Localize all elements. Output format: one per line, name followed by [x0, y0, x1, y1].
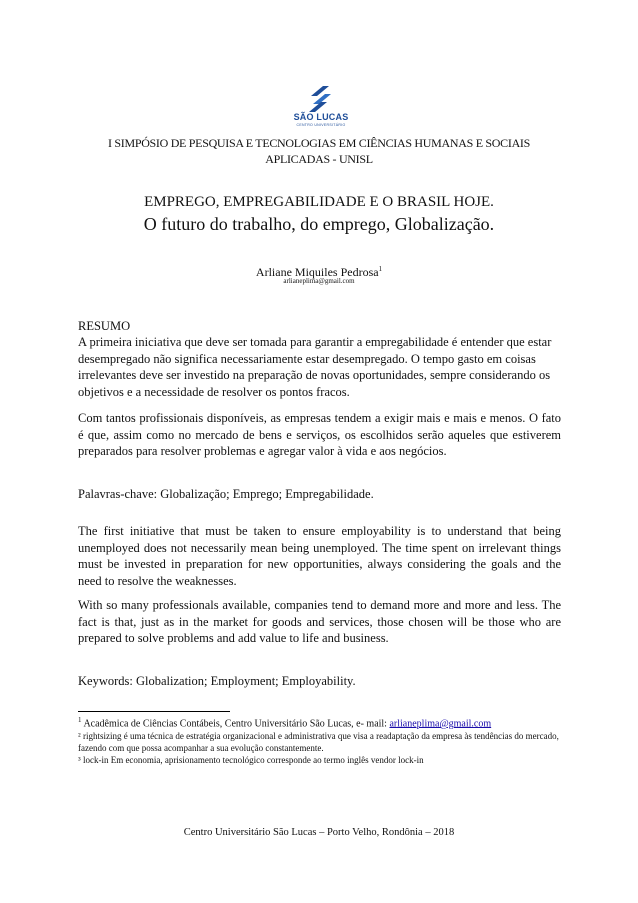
- abstract-paragraph-2: With so many professionals available, companies tend to demand more and more and less. The fact is that, just as in the market for goods and services, those chosen will be those who are prepared to solve problems and add value to life and business.: [78, 598, 561, 645]
- keywords: Keywords: Globalization; Employment; Employability.: [78, 674, 356, 688]
- footnote-divider: [78, 711, 230, 712]
- footnote-1-text: Acadêmica de Ciências Contábeis, Centro Universitário São Lucas, e- mail:: [81, 718, 390, 730]
- conference-line-2: APLICADAS - UNISL: [265, 152, 373, 166]
- footnote-1-number: 1: [78, 716, 82, 724]
- footnote-1: [78, 714, 568, 730]
- footnote-email-link[interactable]: arlianeplima@gmail.com: [389, 718, 492, 730]
- resumo-paragraph-1: A primeira iniciativa que deve ser tomada para garantir a empregabilidade é entender que estar desempregado não significa necessariamente estar desempregado. O tempo gasto em coisas irrelevantes deve ser investido na preparação de novas oportunidades, sempre considerando os objetivos e a necessidade de resolver os pontos fracos.: [78, 335, 552, 399]
- sao-lucas-emblem-icon: [307, 84, 333, 114]
- author-footnote-ref: 1: [378, 265, 383, 273]
- page-footer: Centro Universitário São Lucas – Porto Velho, Rondônia – 2018: [183, 827, 455, 838]
- paper-title: EMPREGO, EMPREGABILIDADE E O BRASIL HOJE.: [144, 194, 494, 210]
- sao-lucas-logo: [293, 84, 349, 130]
- paper-subtitle: O futuro do trabalho, do emprego, Globalização.: [143, 214, 495, 234]
- abstract-paragraph-1: The first initiative that must be taken to ensure employability is to understand that being unemployed does not necessarily mean being unemployed. The time spent on irrelevant things must be invested in preparation for new opportunities, always considering the goals and the need to resolve the weaknesses.: [78, 524, 561, 588]
- author-email: arlianeplima@gmail.com: [283, 277, 355, 285]
- conference-line-1: I SIMPÓSIO DE PESQUISA E TECNOLOGIAS EM CIÊNCIAS HUMANAS E SOCIAIS: [107, 136, 530, 150]
- resumo-paragraph-2: Com tantos profissionais disponíveis, as empresas tendem a exigir mais e mais e menos. O fato é que, assim como no mercado de bens e serviços, os escolhidos serão aqueles que estiverem preparados para resolver problemas e agregar valor à vida e aos negócios.: [78, 411, 561, 458]
- conference-header: [60, 135, 578, 167]
- author-name-text: Arliane Miquiles Pedrosa: [255, 265, 379, 279]
- logo-subtitle: CENTRO UNIVERSITÁRIO: [296, 123, 346, 127]
- resumo-heading: RESUMO: [78, 319, 131, 333]
- footnote-2: ² rightsizing é uma técnica de estratégia organizacional e administrativa que visa a readaptação da empresa às tendências do mercado, fazendo com que possa acompanhar a sua evolução constantemente.: [78, 731, 559, 753]
- footnote-3: ³ lock-in Em economia, aprisionamento tecnológico corresponde ao termo inglês vendor lock-in: [78, 755, 424, 765]
- logo-name: SÃO LUCAS: [293, 112, 349, 122]
- palavras-chave: Palavras-chave: Globalização; Emprego; Empregabilidade.: [78, 487, 374, 501]
